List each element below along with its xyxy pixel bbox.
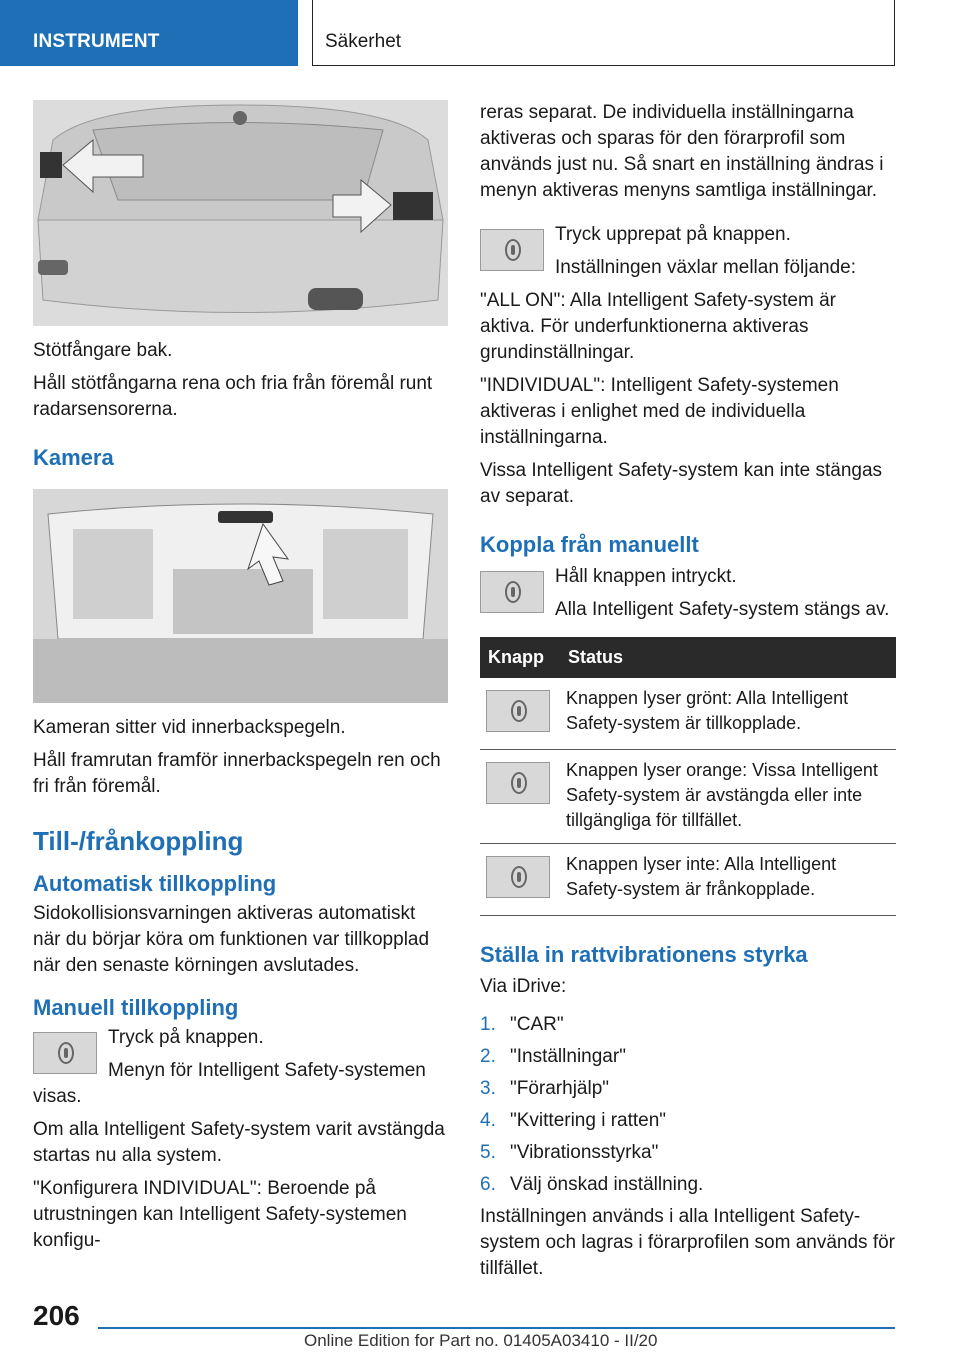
list-item: 3. "Förarhjälp" (480, 1078, 610, 1099)
table-cell-status: Knappen lyser grönt: Alla Intelligent Safety-system är tillkopplade. (560, 678, 896, 750)
table-row (480, 844, 896, 916)
safety-button-icon (486, 856, 550, 898)
table-header-status: Status (560, 637, 896, 678)
heading-till-frankoppling: Till-/frånkoppling (33, 826, 244, 856)
repeat-p2: Inställningen växlar mellan följande: (555, 257, 857, 278)
heading-koppla-fran: Koppla från manuellt (480, 532, 699, 557)
koppla-icon-paragraph (480, 564, 896, 623)
safety-button-icon (486, 690, 550, 732)
fig1-text: Håll stötfångarna rena och fria från föremål runt radarsensorerna. (33, 373, 433, 420)
camera-figure (33, 489, 448, 703)
final-text: Inställningen används i alla Intelligent Safety-system och lagras i förarprofilen som används för tillfället. (480, 1206, 896, 1279)
safety-button-icon (486, 762, 550, 804)
manuell-p3: Om alla Intelligent Safety-system varit avstängda startas nu alla system. (33, 1119, 445, 1166)
safety-button-icon (480, 571, 544, 613)
list-item: 4. "Kvittering i ratten" (480, 1110, 667, 1131)
table-cell-status: Knappen lyser orange: Vissa Intelligent Safety-system är avstängda eller inte tillgängliga för tillfället. (560, 750, 896, 844)
camera-illustration (33, 489, 448, 703)
left-column (33, 100, 448, 1261)
heading-stalla-in: Ställa in rattvibrationens styrka (480, 942, 808, 967)
heading-manuell: Manuell tillkoppling (33, 995, 239, 1020)
list-item: 1. "CAR" (480, 1014, 564, 1035)
status-table (480, 637, 896, 916)
repeat-icon-paragraph (480, 222, 896, 281)
fig1-caption: Stötfångare bak. (33, 340, 173, 361)
rear-bumper-figure (33, 100, 448, 326)
manuell-p2: Menyn för Intelligent Safety-systemen visas. (33, 1060, 426, 1107)
right-column (480, 100, 896, 1289)
section-title: INSTRUMENT (0, 0, 298, 66)
table-row (480, 750, 896, 844)
fig2-text: Håll framrutan framför innerbackspegeln ren och fri från föremål. (33, 750, 441, 797)
list-item: 6. Välj önskad inställning. (480, 1174, 704, 1195)
fig2-caption: Kameran sitter vid innerbackspegeln. (33, 717, 346, 738)
table-row (480, 678, 896, 750)
koppla-p2: Alla Intelligent Safety-system stängs av. (555, 599, 890, 620)
safety-button-icon (480, 229, 544, 271)
table-cell-status: Knappen lyser inte: Alla Intelligent Safety-system är frånkopplade. (560, 844, 896, 916)
heading-automatisk: Automatisk tillkoppling (33, 871, 277, 896)
repeat-p1: Tryck upprepat på knappen. (555, 224, 791, 245)
page-number: 206 (33, 1300, 80, 1331)
chapter-title: Säkerhet (312, 0, 895, 66)
koppla-p1: Håll knappen intryckt. (555, 566, 737, 587)
table-header-knapp: Knapp (480, 637, 560, 678)
safety-button-icon (33, 1032, 97, 1074)
manuell-icon-paragraph (33, 1025, 448, 1051)
page-header (0, 0, 960, 66)
vissa-text: Vissa Intelligent Safety-system kan inte stängas av separat. (480, 460, 883, 507)
steps-list (480, 1012, 896, 1198)
auto-text: Sidokollisionsvarningen aktiveras automatiskt när du börjar köra om funktionen var tillkopplad när den senaste körningen avslutades. (33, 903, 430, 976)
continued-text: reras separat. De individuella inställningarna aktiveras och sparas för den förarprofil som används just nu. Så snart en inställning ändras i menyn aktiveras menyns samtliga inställningar. (480, 102, 884, 201)
via-idrive: Via iDrive: (480, 976, 567, 997)
footer-divider (98, 1327, 895, 1329)
rear-bumper-illustration (33, 100, 448, 326)
all-on-text: "ALL ON": Alla Intelligent Safety-system är aktiva. För underfunktionerna aktiveras grundinställningar. (480, 290, 836, 363)
manuell-p4: "Konfigurera INDIVIDUAL": Beroende på utrustningen kan Intelligent Safety-systemen konfigu- (33, 1178, 407, 1251)
edition-text: Online Edition for Part no. 01405A03410 - II/20 (304, 1331, 658, 1350)
individual-text: "INDIVIDUAL": Intelligent Safety-systemen aktiveras i enlighet med de individuella inställningarna. (480, 375, 839, 448)
list-item: 2. "Inställningar" (480, 1046, 626, 1067)
heading-kamera: Kamera (33, 445, 114, 470)
manuell-p1: Tryck på knappen. (108, 1027, 264, 1048)
list-item: 5. "Vibrationsstyrka" (480, 1142, 659, 1163)
